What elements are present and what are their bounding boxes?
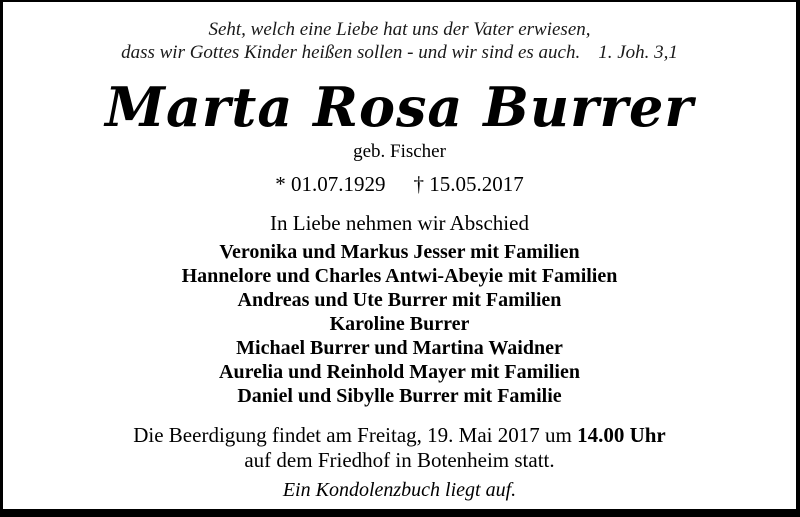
family-member-line: Hannelore und Charles Antwi-Abeyie mit Familien [181,265,618,287]
obituary-notice [3,2,796,509]
family-member-line: Veronika und Markus Jesser mit Familien [219,241,580,263]
family-member-line: Karoline Burrer [329,313,470,335]
family-member-line: Andreas und Ute Burrer mit Familien [237,289,562,311]
birth-date: * 01.07.1929 [275,172,386,196]
funeral-information [3,423,796,473]
bible-quote [3,2,796,64]
funeral-info-line-1 [3,423,796,448]
bible-reference: 1. Joh. 3,1 [598,42,678,63]
bible-quote-line-2-text: dass wir Gottes Kinder heißen sollen - und wir sind es auch. [121,42,581,63]
bible-quote-line-1: Seht, welch eine Liebe hat uns der Vater erwiesen, [208,19,591,40]
condolence-book-note: Ein Kondolenzbuch liegt auf. [282,479,517,501]
farewell-line: In Liebe nehmen wir Abschied [270,211,529,235]
death-date: † 15.05.2017 [413,172,524,196]
funeral-info-line-2: auf dem Friedhof in Botenheim statt. [244,448,555,472]
mourning-family-list [3,240,796,408]
family-member-line: Daniel und Sibylle Burrer mit Familie [237,385,562,407]
family-member-line: Aurelia und Reinhold Mayer mit Familien [219,361,580,383]
bible-quote-line-2 [3,41,796,64]
life-dates [3,171,796,197]
deceased-name: Marta Rosa Burrer [105,75,694,139]
funeral-time: 14.00 Uhr [577,423,666,447]
maiden-name: geb. Fischer [353,141,446,162]
funeral-info-text: Die Beerdigung findet am Freitag, 19. Mai 2017 um [133,423,578,447]
family-member-line: Michael Burrer und Martina Waidner [236,337,563,359]
